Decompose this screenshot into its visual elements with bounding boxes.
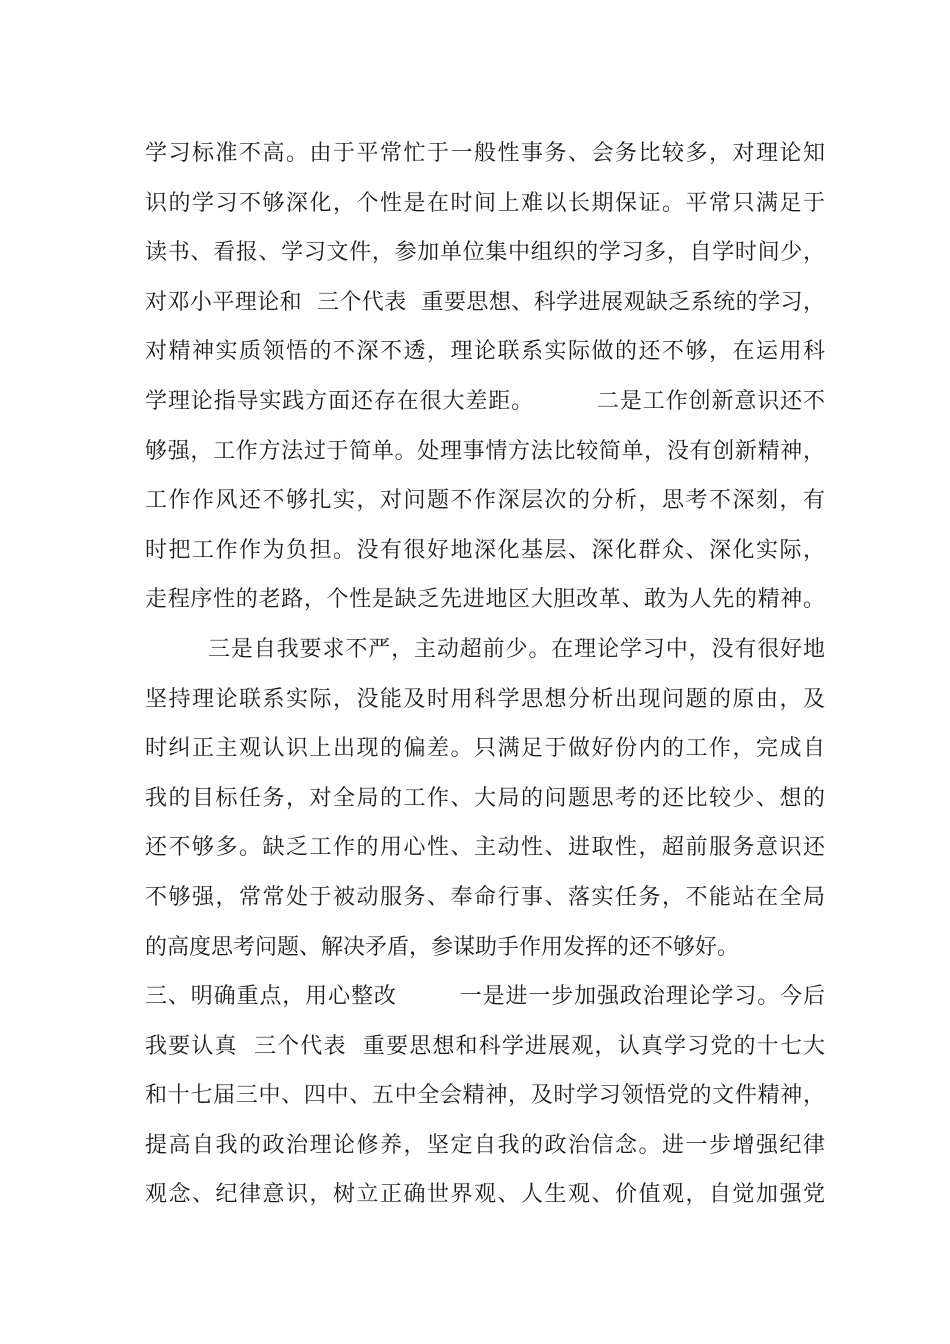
text-line: 的高度思考问题、解决矛盾，参谋助手作用发挥的还不够好。 xyxy=(145,934,740,960)
text-line: 还不够多。缺乏工作的用心性、主动性、进取性，超前服务意识还 xyxy=(145,835,825,861)
text-line: 三、明确重点，用心整改 一是进一步加强政治理论学习。今后 xyxy=(145,984,825,1010)
text-line: 不够强，常常处于被动服务、奉命行事、落实任务，不能站在全局 xyxy=(145,884,825,910)
text-line: 对邓小平理论和 三个代表 重要思想、科学进展观缺乏系统的学习， xyxy=(145,289,825,315)
text-line: 坚持理论联系实际，没能及时用科学思想分析出现问题的原由，及 xyxy=(145,686,825,712)
text-line: 读书、看报、学习文件，参加单位集中组织的学习多，自学时间少， xyxy=(145,240,825,266)
text-line: 提高自我的政治理论修养，坚定自我的政治信念。进一步增强纪律 xyxy=(145,1132,825,1158)
text-line: 够强，工作方法过于简单。处理事情方法比较简单，没有创新精神， xyxy=(145,438,825,464)
text-line: 我的目标任务，对全局的工作、大局的问题思考的还比较少、想的 xyxy=(145,785,825,811)
text-line: 时把工作作为负担。没有很好地深化基层、深化群众、深化实际， xyxy=(145,537,825,563)
text-line: 识的学习不够深化，个性是在时间上难以长期保证。平常只满足于 xyxy=(145,190,825,216)
text-line: 观念、纪律意识，树立正确世界观、人生观、价值观，自觉加强党 xyxy=(145,1182,825,1208)
text-line: 我要认真 三个代表 重要思想和科学进展观，认真学习党的十七大 xyxy=(145,1033,825,1059)
body-text xyxy=(145,129,825,1220)
text-line: 工作作风还不够扎实，对问题不作深层次的分析，思考不深刻，有 xyxy=(145,488,825,514)
text-line: 走程序性的老路，个性是缺乏先进地区大胆改革、敢为人先的精神。 xyxy=(145,587,825,613)
text-line: 对精神实质领悟的不深不透，理论联系实际做的还不够，在运用科 xyxy=(145,339,825,365)
text-line: 学习标准不高。由于平常忙于一般性事务、会务比较多，对理论知 xyxy=(145,141,825,166)
text-line: 和十七届三中、四中、五中全会精神，及时学习领悟党的文件精神， xyxy=(145,1083,825,1109)
text-line: 三是自我要求不严，主动超前少。在理论学习中，没有很好地 xyxy=(145,636,825,662)
text-line: 学理论指导实践方面还存在很大差距。 二是工作创新意识还不 xyxy=(145,388,825,414)
text-line: 时纠正主观认识上出现的偏差。只满足于做好份内的工作，完成自 xyxy=(145,736,825,762)
